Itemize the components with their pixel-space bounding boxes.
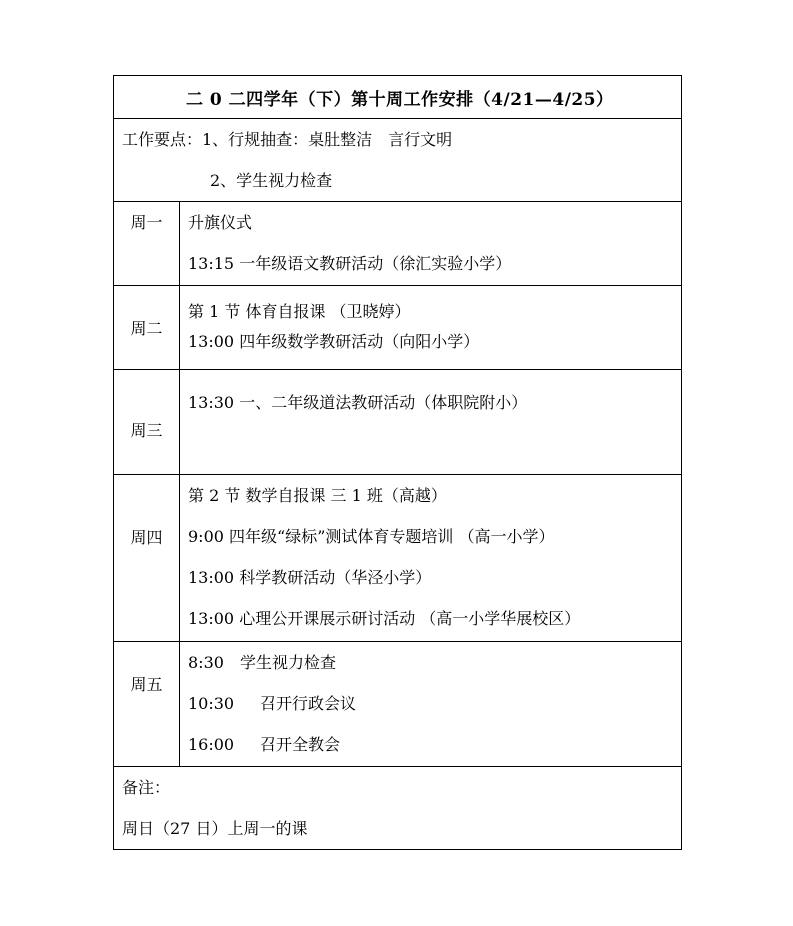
- work-point-1: 工作要点：1、行规抽查：桌肚整洁 言行文明: [122, 130, 453, 149]
- schedule-item: 升旗仪式: [188, 213, 253, 232]
- day-content-friday: [180, 642, 682, 767]
- schedule-item: 13:00 科学教研活动（华泾小学）: [188, 568, 432, 587]
- day-label-wednesday: 周三: [114, 370, 180, 475]
- schedule-item: 13:00 四年级数学教研活动（向阳小学）: [188, 332, 480, 351]
- work-points-row: [114, 119, 682, 202]
- schedule-item: 9:00 四年级“绿标”测试体育专题培训 （高一小学）: [188, 527, 555, 546]
- day-label-tuesday: 周二: [114, 286, 180, 370]
- schedule-time: 16:00: [188, 735, 235, 754]
- day-row-monday: [114, 202, 682, 286]
- schedule-item: 第 1 节 体育自报课 （卫晓婷）: [188, 302, 411, 321]
- schedule-sheet: [113, 75, 681, 850]
- notes-row: [114, 767, 682, 850]
- schedule-item: 第 2 节 数学自报课 三 1 班（高越）: [188, 486, 447, 505]
- notes-text: 周日（27 日）上周一的课: [122, 819, 308, 838]
- notes-cell: [114, 767, 682, 850]
- notes-label: 备注：: [122, 778, 171, 797]
- schedule-text: 召开行政会议: [260, 694, 357, 713]
- work-points-cell: [114, 119, 682, 202]
- day-content-thursday: [180, 475, 682, 642]
- schedule-time: 10:30: [188, 694, 235, 713]
- day-label-monday: 周一: [114, 202, 180, 286]
- day-row-friday: [114, 642, 682, 767]
- day-content-tuesday: [180, 286, 682, 370]
- schedule-table: [113, 75, 682, 850]
- schedule-item: [188, 642, 681, 683]
- schedule-title: 二 0 二四学年（下）第十周工作安排（4/21—4/25）: [114, 76, 682, 119]
- schedule-text: 召开全教会: [260, 735, 341, 754]
- schedule-item: [188, 724, 681, 765]
- schedule-item: [188, 683, 681, 724]
- schedule-text: 学生视力检查: [240, 653, 337, 672]
- title-row: [114, 76, 682, 119]
- day-label-thursday: 周四: [114, 475, 180, 642]
- work-point-2: 2、学生视力检查: [210, 171, 333, 190]
- day-row-tuesday: [114, 286, 682, 370]
- schedule-item: 13:00 心理公开课展示研讨活动 （高一小学华展校区）: [188, 609, 581, 628]
- day-content-wednesday: [180, 370, 682, 475]
- day-row-thursday: [114, 475, 682, 642]
- schedule-item: 13:30 一、二年级道法教研活动（体职院附小）: [188, 393, 528, 412]
- day-row-wednesday: [114, 370, 682, 475]
- schedule-item: 13:15 一年级语文教研活动（徐汇实验小学）: [188, 254, 512, 273]
- day-label-friday: 周五: [114, 642, 180, 767]
- day-content-monday: [180, 202, 682, 286]
- schedule-time: 8:30: [188, 653, 224, 672]
